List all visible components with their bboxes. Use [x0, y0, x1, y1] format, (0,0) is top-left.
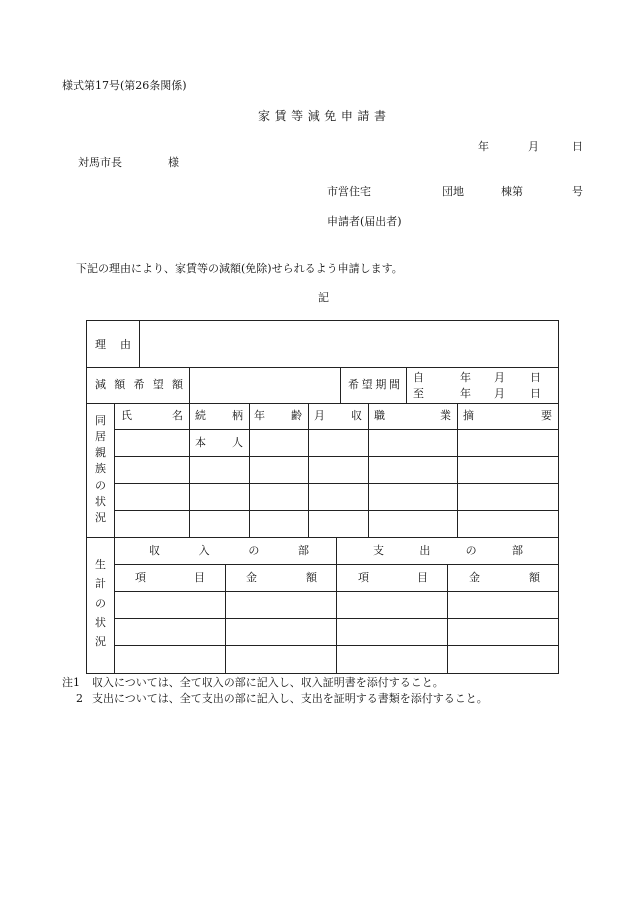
housing-prefix: 市営住宅: [327, 185, 371, 198]
label-char: 業: [440, 409, 451, 422]
label-char: 職: [374, 409, 385, 422]
label-char: の: [95, 478, 106, 492]
expense-section-header: [373, 545, 523, 556]
expense-amount-header: [469, 572, 540, 583]
col-line: [114, 403, 115, 673]
header-remarks: [463, 410, 552, 421]
note-2-number: 2: [76, 692, 83, 705]
col-line: [189, 367, 190, 403]
col-line: [336, 537, 337, 673]
addressee-honorific: 様: [168, 156, 179, 169]
ki-label: 記: [318, 291, 329, 304]
label-char: 部: [297, 544, 309, 557]
col-line: [225, 564, 226, 673]
label-char: 目: [194, 571, 205, 584]
label-char: 居: [95, 430, 106, 444]
form-number: 様式第17号(第26条関係): [62, 79, 187, 92]
label-char: 減: [95, 378, 106, 391]
label-char: 年: [254, 409, 265, 422]
label-char: 入: [198, 544, 210, 557]
label-char: の: [465, 544, 477, 557]
label-char: 状: [95, 615, 106, 629]
title-char: 免: [324, 109, 337, 123]
period-from-month: 月: [494, 371, 505, 384]
label-char: 部: [511, 544, 523, 557]
date-year-label: 年: [478, 140, 489, 153]
label-char: 目: [417, 571, 428, 584]
label-char: 親: [95, 446, 106, 460]
row-line: [87, 537, 558, 538]
label-char: 期: [375, 378, 387, 391]
row-line: [114, 429, 558, 430]
date-day-label: 日: [572, 140, 583, 153]
label-char: 額: [306, 571, 317, 584]
label-char: 金: [469, 571, 480, 584]
housing-building: 棟第: [501, 185, 523, 198]
period-to-year: 年: [460, 387, 471, 400]
header-monthly-income: [314, 410, 362, 421]
note-1-text: 収入については、全て収入の部に記入し、収入証明書を添付すること。: [92, 676, 444, 689]
label-char: 状: [95, 494, 106, 508]
label-char: 収: [149, 544, 160, 557]
label-char: の: [95, 596, 106, 610]
reduction-amount-label: [95, 379, 183, 390]
period-to-prefix: 至: [413, 387, 424, 400]
col-line: [406, 367, 407, 403]
header-occupation: [374, 410, 451, 421]
title-char: 減: [307, 109, 320, 123]
reason-label: [95, 339, 131, 350]
label-char: 況: [95, 510, 106, 524]
budget-status-label: [94, 559, 107, 647]
label-char: 額: [172, 378, 183, 391]
col-line: [447, 564, 448, 673]
label-char: 族: [95, 462, 106, 476]
income-amount-header: [246, 572, 317, 583]
label-char: 同: [95, 414, 106, 427]
label-char: 人: [232, 436, 243, 449]
note-2-text: 支出については、全て支出の部に記入し、支出を証明する書類を添付すること。: [92, 692, 488, 705]
col-line: [457, 403, 458, 537]
label-char: 月: [314, 409, 325, 422]
period-from-day: 日: [530, 371, 541, 384]
income-section-header: [149, 545, 309, 556]
label-char: 希: [133, 378, 145, 391]
label-char: 由: [120, 338, 131, 351]
title-char: 家: [258, 109, 271, 123]
label-char: 生: [95, 558, 106, 571]
header-name: [121, 410, 183, 421]
row-line: [87, 367, 558, 368]
label-char: 柄: [232, 409, 243, 422]
label-char: 額: [529, 571, 540, 584]
title-char: 書: [373, 109, 386, 123]
label-char: 金: [246, 571, 257, 584]
label-char: の: [248, 544, 260, 557]
label-char: 理: [95, 338, 106, 351]
label-char: 名: [172, 409, 183, 422]
col-line: [139, 321, 140, 367]
col-line: [249, 403, 250, 537]
header-age: [254, 410, 302, 421]
period-to-day: 日: [530, 387, 541, 400]
label-char: 摘: [463, 409, 474, 422]
label-char: 出: [419, 544, 431, 557]
household-status-label: [94, 415, 107, 523]
self-relationship: [195, 437, 243, 448]
row-line: [87, 403, 558, 404]
col-line: [189, 403, 190, 537]
label-char: 望: [361, 378, 373, 391]
label-char: 希: [348, 378, 359, 391]
col-line: [308, 403, 309, 537]
date-month-label: 月: [528, 140, 539, 153]
label-char: 間: [388, 378, 400, 391]
label-char: 齢: [291, 409, 302, 422]
label-char: 望: [152, 378, 164, 391]
income-item-header: [135, 572, 205, 583]
document-title: [258, 110, 386, 122]
label-char: 支: [373, 544, 384, 557]
applicant-label: 申請者(届出者): [327, 215, 402, 228]
label-char: 続: [195, 409, 206, 422]
period-from-year: 年: [460, 371, 471, 384]
period-to-month: 月: [494, 387, 505, 400]
title-char: 請: [357, 109, 370, 123]
label-char: 計: [95, 577, 106, 591]
label-char: 況: [95, 635, 106, 648]
expense-item-header: [358, 572, 428, 583]
note-1-number: 注1: [62, 676, 80, 689]
col-line: [340, 367, 341, 403]
period-from-prefix: 自: [413, 371, 424, 384]
housing-danchi: 団地: [442, 185, 464, 198]
period-label: [348, 379, 400, 390]
label-char: 要: [541, 409, 552, 422]
title-char: 賃: [274, 109, 287, 123]
title-char: 等: [291, 109, 304, 123]
label-char: 氏: [121, 409, 132, 422]
label-char: 額: [114, 378, 126, 391]
row-line: [114, 510, 558, 511]
label-char: 項: [135, 571, 146, 584]
application-table: [86, 320, 559, 674]
label-char: 項: [358, 571, 369, 584]
title-char: 申: [340, 109, 353, 123]
request-text: 下記の理由により、家賃等の減額(免除)せられるよう申請します。: [76, 262, 403, 275]
row-line: [114, 456, 558, 457]
label-char: 収: [351, 409, 362, 422]
label-char: 本: [195, 436, 206, 449]
header-relationship: [195, 410, 243, 421]
addressee-name: 対馬市長: [78, 156, 122, 169]
housing-number: 号: [572, 185, 583, 198]
row-line: [114, 483, 558, 484]
col-line: [368, 403, 369, 537]
